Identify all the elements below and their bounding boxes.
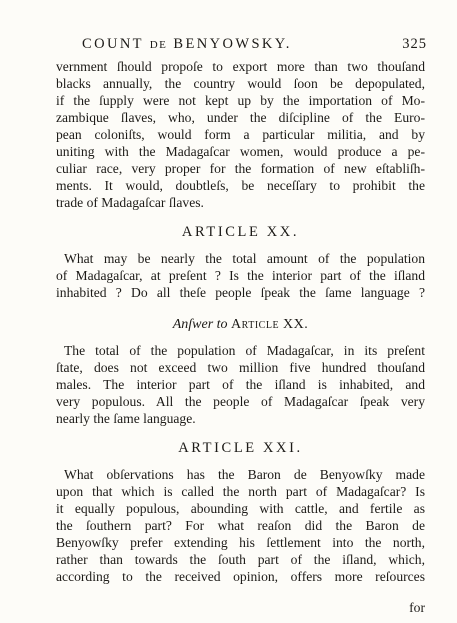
text-line: trade of Madagaſcar ſlaves. [56, 195, 204, 210]
text-line: What may be nearly the total amount of the population [64, 251, 425, 266]
running-head-title-de: DE [149, 39, 168, 51]
article-21-heading: ARTICLE XXI. [178, 440, 303, 456]
text-line: Benyowſky prefer extending his ſettlement into the north, [56, 535, 425, 550]
text-line: according to the received opinion, offers more reſources [56, 569, 425, 584]
text-line: rather than towards the ſouth part of the iſland, which, [56, 552, 425, 567]
running-head-title-part2: BENYOWSKY. [173, 36, 292, 52]
text-line: males. The interior part of the iſland is inhabited, and [56, 377, 425, 392]
text-line: culiar race, very proper for the formation of new eſtabliſh- [56, 161, 425, 176]
running-head-title-part1: COUNT [82, 36, 144, 52]
text-line: ſtate, does not exceed two million five hundred thouſand [56, 360, 425, 375]
text-line: pean coloniſts, would form a particular militia, and by [56, 127, 425, 142]
text-line: upon that which is called the north part of Madagaſcar? Is [56, 484, 425, 499]
text-line: zambique ſlaves, who, under the diſcipline of the Euro- [56, 110, 425, 125]
text-line: the ſouthern part? For what reaſon did the Baron de [56, 518, 425, 533]
article-20-heading: ARTICLE XX. [181, 224, 300, 240]
answer-20-text [56, 342, 425, 427]
text-line: The total of the population of Madagaſcar, in its preſent [64, 343, 425, 358]
text-line: it equally populous, abounding with cattle, and fertile as [56, 501, 425, 516]
page-number: 325 [402, 36, 427, 52]
catchword: for [409, 600, 425, 615]
text-line: very populous. All the people of Madagaſcar ſpeak very [56, 394, 425, 409]
text-line: of Madagaſcar, at preſent ? Is the interior part of the iſland [56, 268, 425, 283]
running-head [82, 36, 427, 53]
paragraph-continuation [56, 58, 425, 211]
text-line: if the ſupply were not kept up by the importation of Mo- [56, 93, 425, 108]
article-21-question [56, 466, 425, 585]
text-line: What obſervations has the Baron de Benyowſky made [64, 467, 425, 482]
text-line: nearly the ſame language. [56, 411, 196, 426]
text-line: vernment ſhould propoſe to export more than two thouſand [56, 59, 425, 74]
text-line: uniting with the Madagaſcar women, would produce a pe- [56, 144, 425, 159]
answer-heading-article: Article XX. [231, 317, 309, 332]
answer-heading-italic: Anſwer to [172, 317, 228, 332]
text-line: ments. It would, doubtleſs, be neceſſary to prohibit the [56, 178, 425, 193]
article-20-question [56, 250, 425, 301]
text-line: inhabited ? Do all theſe people ſpeak the ſame language ? [56, 285, 425, 300]
text-line: blacks annually, the country would ſoon be depopulated, [56, 76, 425, 91]
answer-20-heading [56, 317, 425, 333]
